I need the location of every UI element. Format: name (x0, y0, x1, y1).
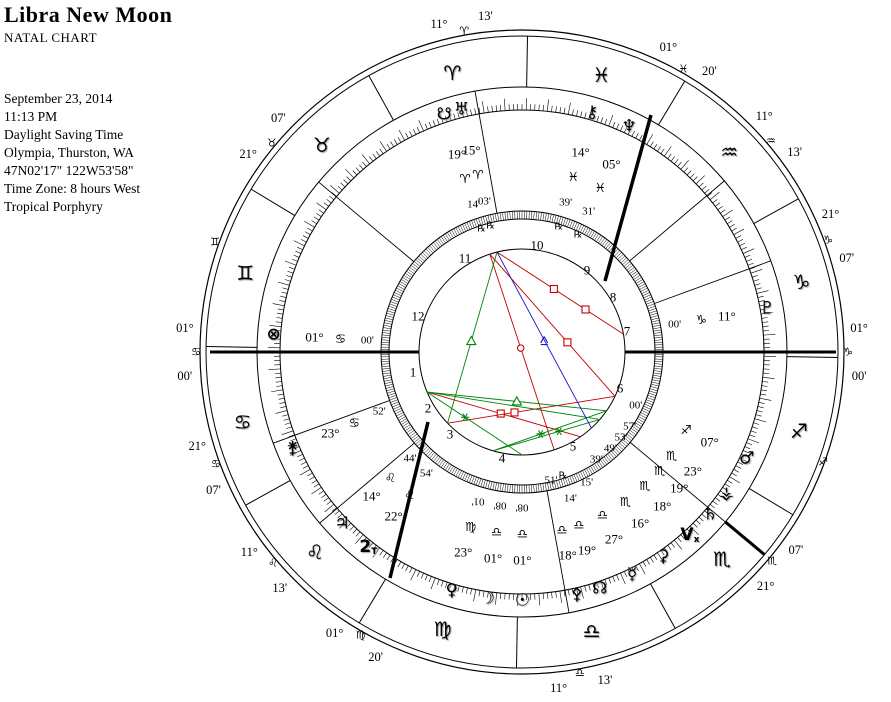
aspect-line-south-node-north-node (490, 254, 554, 450)
cusp-8-sign-icon: ♑ (823, 233, 834, 247)
uranus-sign-icon: ♈ (472, 167, 484, 183)
fortune-sign-icon: ♋ (334, 331, 347, 347)
sign-boundary-scorpio (650, 584, 675, 629)
cusp-6-minute: 07' (788, 542, 804, 557)
chart-system: Tropical Porphyry (4, 199, 103, 214)
vesta-degree: 23° (683, 463, 702, 479)
cusp-11-degree: 11° (430, 17, 448, 32)
chart-subtitle: NATAL CHART (4, 30, 98, 45)
leo-sign-icon: ♌ (305, 540, 324, 565)
fortune-minute: 00' (360, 334, 374, 347)
cusp-3-degree: 11° (240, 544, 258, 559)
cusp-line-6-bold (725, 522, 764, 555)
chart-timezone: Time Zone: 8 hours West (4, 181, 141, 196)
cusp-8-degree: 21° (821, 206, 840, 221)
cusp-7-degree: 01° (850, 321, 868, 336)
taurus-sign-icon: ♉ (312, 132, 331, 157)
mars-sign-icon: ♐ (680, 422, 692, 438)
house-number-6: 6 (616, 380, 624, 396)
neptune-minute: 31' (582, 205, 596, 218)
cusp-4-sign-icon: ♍ (355, 628, 366, 642)
house-number-2: 2 (424, 400, 432, 416)
saturn-sign-icon: ♏ (653, 462, 666, 478)
south-node-retrograde: ℞ (477, 222, 486, 234)
sign-boundary-capricorn (787, 357, 838, 358)
juno-degree: 23° (321, 425, 340, 441)
mars-degree: 07° (700, 434, 719, 450)
chiron-minute: 39' (559, 196, 573, 209)
cusp-2-sign-icon: ♋ (210, 457, 221, 471)
moon-icon: ☽ (479, 588, 495, 609)
scorpio-sign-icon: ♏ (713, 547, 732, 572)
sign-boundary-cancer (206, 346, 257, 347)
vertex-sign-icon: ♏ (639, 478, 651, 494)
cusp-6-degree: 21° (756, 579, 775, 594)
ceres-minute: 39' (589, 453, 603, 466)
house-number-10: 10 (530, 237, 544, 253)
north-node-icon: ☊ (592, 578, 608, 599)
aspect-line-uranus-vertex (497, 252, 591, 428)
house-number-8: 8 (609, 289, 617, 305)
cusp-12-degree: 21° (239, 146, 257, 161)
jupiter-degree: 14° (362, 488, 381, 504)
sign-boundary-aries (527, 36, 528, 87)
venus-minute: 01' (471, 495, 485, 508)
gemini-intercepted-icon: ♊ (210, 235, 220, 249)
sun-icon: ☉ (514, 590, 531, 611)
uranus-retrograde: ℞ (486, 220, 495, 232)
aquarius-sign-icon: ♒ (720, 139, 739, 164)
north-node-minute: 14' (563, 492, 577, 505)
sign-boundary-gemini (251, 189, 295, 215)
cusp-12-minute: 07' (270, 110, 286, 125)
moon-sign-icon: ♎ (491, 523, 503, 539)
pisces-sign-icon: ♓ (592, 63, 611, 88)
fortune-icon: ⊗ (266, 324, 281, 345)
cusp-6-sign-icon: ♏ (767, 554, 778, 568)
mars-minute: 00' (629, 399, 643, 412)
cusp-11-minute: 13' (477, 8, 493, 23)
neptune-degree: 05° (602, 156, 621, 172)
sign-boundary-virgo (359, 579, 385, 623)
virgo-sign-icon: ♍ (433, 616, 452, 641)
pallas-sign-icon: ♎ (556, 521, 568, 537)
pluto-icon: ♇ (759, 298, 775, 319)
saturn-minute: 53' (614, 431, 628, 444)
neptune-retrograde: ℞ (573, 228, 583, 240)
cusp-3-minute: 13' (272, 580, 288, 595)
mars-icon: ♂ (739, 448, 755, 469)
vertex-minute: 49' (603, 442, 617, 455)
cusp-line-9 (630, 181, 725, 261)
pallas-icon: ⚴ (570, 584, 583, 605)
juno-sign-icon: ♋ (348, 414, 360, 430)
cusp-11-sign-icon: ♈ (459, 24, 470, 38)
chart-title: Libra New Moon (4, 2, 173, 27)
libra-sign-icon: ♎ (582, 619, 601, 644)
sun-degree: 01° (513, 552, 532, 568)
jupiter-icon: ♃ (334, 513, 350, 534)
chiron-retrograde: ℞ (554, 221, 563, 233)
house-number-1: 1 (409, 364, 417, 380)
cusp-10-degree: 01° (659, 40, 678, 55)
sun-sign-icon: ♎ (516, 525, 528, 541)
ceres-degree: 16° (631, 515, 650, 531)
cusp-12-sign-icon: ♉ (266, 136, 277, 150)
house-number-12: 12 (411, 308, 425, 324)
venus-sign-icon: ♍ (465, 518, 477, 534)
cusp-1-sign-icon: ♋ (191, 345, 201, 359)
aspect-line-venus-vesta (493, 411, 607, 454)
house-number-11: 11 (458, 250, 472, 266)
house-number-7: 7 (623, 323, 631, 339)
cusp-8-minute: 07' (839, 250, 855, 265)
aspect-trine-icon (467, 337, 476, 345)
aspect-line-juno-sun (424, 392, 522, 455)
mercury-sign-icon: ♎ (596, 506, 609, 522)
lilith-sign-icon: ♌ (404, 486, 416, 502)
uranus-icon: ♅ (453, 99, 470, 120)
house-number-5: 5 (569, 438, 577, 454)
cusp-5-minute: 13' (597, 672, 613, 687)
vesta-icon: ⚶ (719, 483, 734, 504)
sun-minute: 08' (515, 501, 529, 514)
chiron-sign-icon: ♓ (567, 169, 579, 185)
ceres-sign-icon: ♏ (619, 493, 631, 509)
cusp-4-minute: 20' (368, 649, 383, 664)
saturn-degree: 19° (670, 480, 689, 496)
pallas-minute: 51' (544, 474, 558, 487)
cusp-10-sign-icon: ♓ (678, 62, 689, 76)
house-number-3: 3 (446, 426, 454, 442)
cusp-7-minute: 00' (851, 368, 867, 383)
ceres-icon: ⚳ (657, 546, 670, 567)
sign-boundary-sagittarius (749, 488, 793, 514)
cusp-1-degree: 01° (176, 321, 194, 336)
house-number-4: 4 (498, 450, 506, 466)
south-node-icon: ☋ (436, 104, 452, 125)
fortune-degree: 01° (305, 329, 324, 345)
venus-icon: ♀ (445, 580, 458, 601)
gemini-sign-icon: ♊ (236, 260, 255, 285)
lilith-minute: 54' (419, 467, 433, 480)
cusp-1-minute: 00' (177, 368, 193, 383)
cusp-10-minute: 20' (701, 63, 717, 78)
mc-axis-line (605, 115, 651, 281)
sign-boundary-pisces (658, 81, 684, 125)
venus-degree: 23° (454, 544, 473, 560)
aspect-line-jupiter-mars (448, 396, 615, 423)
mercury-degree: 27° (604, 531, 624, 547)
south-node-sign-icon: ♈ (459, 170, 471, 186)
vertex-degree: 18° (653, 498, 672, 514)
aspect-line-south-node-mars (490, 254, 615, 396)
cusp-9-minute: 13' (787, 145, 803, 160)
cusp-9-degree: 11° (755, 109, 773, 124)
north-node-degree: 19° (577, 542, 597, 558)
sign-boundary-aquarius (754, 199, 799, 224)
south-node-minute: 14' (467, 198, 481, 211)
chart-date: September 23, 2014 (4, 91, 113, 106)
vesta-minute: 57' (623, 420, 637, 433)
lilith-degree: 22° (384, 508, 403, 524)
neptune-sign-icon: ♓ (594, 179, 606, 195)
house-number-9: 9 (583, 262, 591, 278)
cusp-3-sign-icon: ♌ (268, 556, 278, 569)
pluto-sign-icon: ♑ (695, 312, 707, 328)
pallas-degree: 18° (558, 547, 577, 563)
cusp-2-minute: 07' (206, 482, 221, 497)
aspect-square-icon (564, 339, 571, 346)
cusp-5-degree: 11° (550, 680, 568, 695)
vesta-sign-icon: ♏ (665, 447, 678, 463)
pluto-degree: 11° (717, 308, 736, 324)
aspect-circle-icon (518, 345, 524, 351)
chiron-icon: ⚷ (585, 102, 599, 123)
moon-degree: 01° (483, 550, 503, 566)
neptune-icon: ♆ (621, 116, 637, 137)
chart-dst: Daylight Saving Time (4, 127, 124, 142)
aspect-square-icon (582, 306, 589, 313)
chart-time: 11:13 PM (4, 109, 58, 124)
cusp-line-12 (319, 182, 414, 262)
pluto-minute: 00' (668, 318, 682, 331)
north-node-sign-icon: ♎ (573, 516, 585, 532)
sign-boundary-taurus (369, 76, 394, 121)
cancer-sign-icon: ♋ (233, 409, 252, 434)
aspect-square-icon (511, 409, 518, 416)
mercury-icon: ☿ (626, 564, 638, 585)
saturn-icon: ♄ (702, 504, 718, 525)
mercury-minute: 15' (580, 476, 594, 489)
cusp-4-degree: 01° (325, 626, 344, 641)
sign-boundary-libra (516, 617, 517, 668)
chiron-degree: 14° (571, 144, 590, 160)
aspect-line-uranus-pluto (497, 252, 623, 334)
vertex-icon: Vx (680, 524, 700, 545)
jupiter-sign-icon: ♌ (384, 469, 397, 485)
south-node-degree: 19° (447, 146, 467, 162)
capricorn-sign-icon: ♑ (792, 270, 811, 295)
cusp-9-sign-icon: ♒ (765, 134, 776, 148)
aspect-square-icon (550, 285, 557, 292)
aspect-square-icon (497, 410, 504, 417)
uranus-degree: 15° (462, 142, 481, 158)
juno-minute: 52' (372, 405, 386, 418)
juno-icon: ⚵ (286, 438, 299, 459)
jupiter-minute: 44' (403, 452, 417, 465)
sagittarius-intercepted-icon: ♐ (818, 455, 828, 469)
cusp-5-sign-icon: ♎ (574, 666, 585, 680)
aries-sign-icon: ♈ (443, 60, 462, 85)
uranus-minute: 03' (477, 195, 491, 208)
chart-location: Olympia, Thurston, WA (4, 145, 134, 160)
chart-coords: 47N02'17" 122W53'58" (4, 163, 134, 178)
north-node-retrograde: ℞ (558, 470, 568, 482)
sign-boundary-leo (246, 480, 291, 505)
moon-minute: 08' (493, 499, 507, 512)
sagittarius-sign-icon: ♐ (789, 419, 808, 444)
cusp-2-degree: 21° (188, 438, 207, 453)
lilith-icon: 2T (359, 536, 378, 557)
cusp-7-sign-icon: ♑ (843, 345, 853, 359)
